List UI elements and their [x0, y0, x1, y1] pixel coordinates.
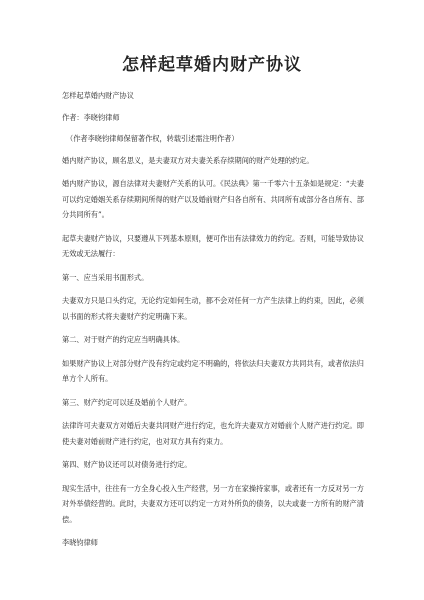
body-paragraph: 起草夫妻财产协议，只要遵从下列基本原则，便可作出有法律效力的约定。否则，可能导致协议无效或无法履行： [62, 233, 364, 258]
section-heading: 第一、应当采用书面形式。 [62, 272, 149, 282]
document-body [62, 88, 364, 559]
document-title: 怎样起草婚内财产协议 [122, 55, 302, 75]
body-paragraph: 法律许可夫妻双方对婚后夫妻共同财产进行约定，也允许夫妻双方对婚前个人财产进行约定。即使夫妻对婚前财产进行约定，也对双方具有约束力。 [62, 421, 364, 446]
body-paragraph: 现实生活中，往往有一方全身心投入生产经营，另一方在家操持家事，或者还有一方反对另一方对外举债经营的。此时，夫妻双方还可以约定一方对外所负的债务，以夫或妻一方所有的财产清偿。 [62, 483, 364, 524]
body-paragraph: 夫妻双方只是口头约定，无论约定如何生动，都不会对任何一方产生法律上的约束，因此，必须以书面的形式将夫妻财产约定明确下来。 [62, 296, 364, 321]
section-heading: 第四、财产协议还可以对债务进行约定。 [62, 460, 192, 469]
body-paragraph: 婚内财产协议，源自法律对夫妻财产关系的认可。《民法典》第一千零六十五条如是规定：“夫妻可以约定婚姻关系存续期间所得的财产以及婚前财产归各自所有、共同所有或部分各自所有、部分共同所有”。 [62, 179, 364, 219]
body-paragraph: 如果财产协议上对部分财产没有约定或约定不明确的，将依法归夫妻双方共同共有，或者依法归单方个人所有。 [62, 358, 364, 383]
author-line: 作者：李晓钧律师 [62, 112, 120, 122]
body-paragraph: 婚内财产协议，顾名思义，是夫妻双方对夫妻关系存续期间的财产处理的约定。 [62, 155, 314, 165]
section-heading: 第三、财产约定可以延及婚前个人财产。 [62, 397, 192, 407]
section-heading: 第二、对于财产的约定应当明确具体。 [62, 335, 185, 344]
signature-line: 李晓钧律师 [62, 538, 98, 547]
subtitle-paragraph: 怎样起草婚内财产协议 [62, 91, 134, 100]
copyright-note: （作者李晓钧律师保留著作权，转载引述需注明作者） [66, 134, 239, 143]
